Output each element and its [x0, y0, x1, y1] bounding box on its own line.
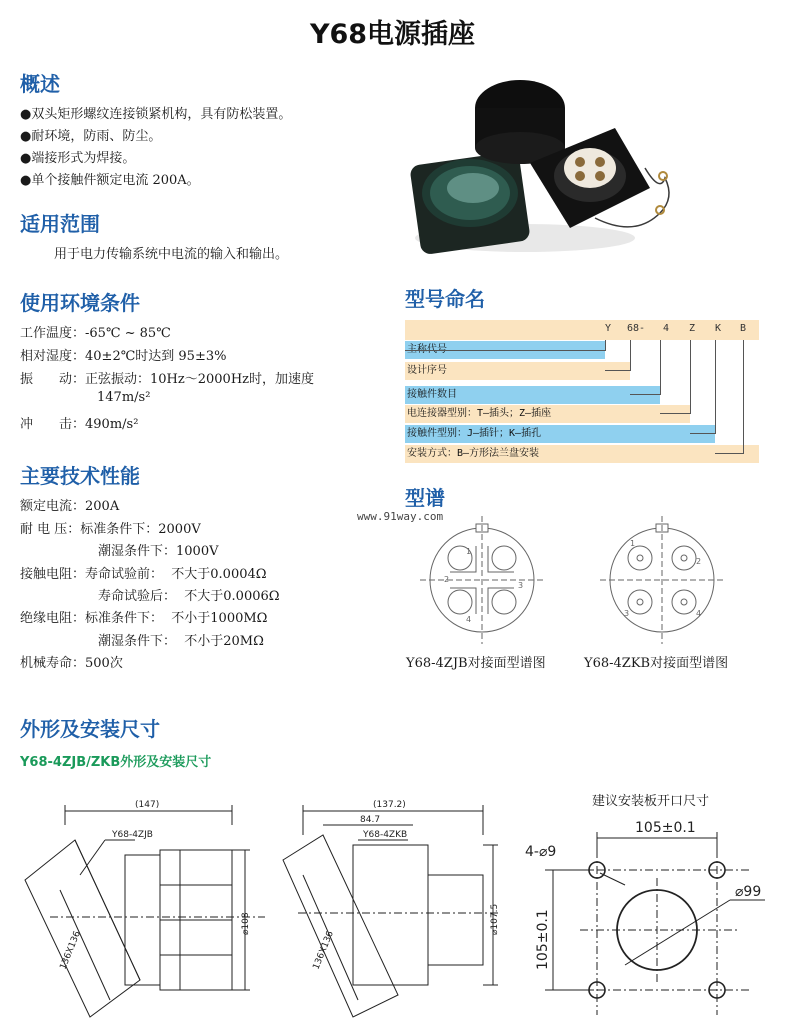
- list-item: ●耐环境，防雨、防尘。: [20, 129, 162, 144]
- model-row-mounting: 安装方式：B—方形法兰盘安装: [405, 445, 759, 463]
- bracket-line: [605, 340, 631, 371]
- bracket-line: [660, 340, 691, 414]
- pin-number: 2: [696, 557, 702, 566]
- dim-bore: ⌀99: [735, 884, 762, 900]
- scope-text: 用于电力传输系统中电流的输入和输出。: [54, 247, 289, 262]
- watermark: www.91way.com: [357, 510, 444, 523]
- spectrum-zkb-diagram: [600, 516, 725, 646]
- page-title: Y68电源插座: [309, 19, 476, 50]
- pin-number: 4: [696, 609, 702, 618]
- performance-row: 耐 电 压：标准条件下：2000V: [20, 522, 201, 537]
- dim-diameter: ⌀108: [241, 912, 251, 935]
- bracket-line: [690, 340, 716, 434]
- drawing-zkb: [278, 795, 503, 1020]
- bracket-line: [715, 340, 744, 454]
- model-row-main-code: 主称代号: [405, 341, 605, 359]
- dim-overall: (147): [135, 800, 160, 810]
- bracket-line: [630, 340, 661, 395]
- pin-number: 1: [630, 539, 636, 548]
- bracket-line: [405, 340, 606, 351]
- model-naming-heading: 型号命名: [405, 287, 485, 311]
- dimensions-heading: 外形及安装尺寸: [20, 717, 160, 741]
- pin-number: 4: [466, 615, 472, 624]
- dimensions-subheading: Y68-4ZJB/ZKB外形及安装尺寸: [20, 755, 212, 770]
- performance-row: 额定电流：200A: [20, 499, 120, 514]
- cap-top: [475, 80, 565, 164]
- model-code-header: [405, 320, 759, 340]
- model-code: Y: [605, 323, 612, 334]
- model-label: Y68-4ZKB: [363, 830, 408, 840]
- dim-hole-spacing-v: 105±0.1: [535, 909, 551, 970]
- caption-zjb: Y68-4ZJB对接面型谱图: [406, 656, 546, 671]
- performance-row: 潮湿条件下： 不小于20MΩ: [98, 634, 264, 649]
- dim-overall: (137.2): [373, 800, 406, 810]
- overview-list: [20, 104, 390, 192]
- environment-row: 冲 击：490m/s²: [20, 417, 139, 432]
- model-code: K: [715, 323, 722, 334]
- dim-flange: 136X136: [58, 929, 83, 972]
- environment-row: 工作温度：-65℃ ~ 85℃: [20, 326, 171, 341]
- performance-row: 寿命试验后： 不大于0.0006Ω: [98, 589, 280, 604]
- model-code: 4: [663, 323, 670, 334]
- performance-row: 潮湿条件下：1000V: [98, 544, 219, 559]
- drawing-panel-cutout: [525, 810, 780, 1025]
- scope-heading: 适用范围: [20, 212, 100, 236]
- list-item: ●单个接触件额定电流 200A。: [20, 173, 200, 188]
- overview-heading: 概述: [20, 72, 60, 96]
- dim-hole-spacing-h: 105±0.1: [635, 820, 696, 836]
- performance-row: 机械寿命：500次: [20, 656, 123, 671]
- panel-title: 建议安装板开口尺寸: [592, 794, 710, 809]
- drawing-zjb: [20, 795, 265, 1020]
- model-code: B: [740, 323, 747, 334]
- performance-heading: 主要技术性能: [20, 464, 140, 488]
- environment-row: 147m/s²: [97, 390, 151, 405]
- performance-row: 绝缘电阻：标准条件下： 不小于1000MΩ: [20, 611, 268, 626]
- product-photo: [405, 68, 695, 268]
- model-row-contact-count: 接触件数目: [405, 386, 660, 404]
- pin-number: 2: [444, 575, 450, 584]
- caption-zkb: Y68-4ZKB对接面型谱图: [584, 656, 729, 671]
- dim-holes: 4-⌀9: [525, 844, 557, 860]
- cap-left: [409, 151, 530, 255]
- environment-heading: 使用环境条件: [20, 291, 140, 315]
- environment-row: 相对湿度：40±2℃时达到 95±3%: [20, 349, 227, 364]
- performance-row: 接触电阻：寿命试验前： 不大于0.0004Ω: [20, 567, 267, 582]
- pin-number: 3: [518, 581, 524, 590]
- model-label: Y68-4ZJB: [112, 830, 153, 840]
- pin-number: 1: [466, 547, 472, 556]
- pin-number: 3: [624, 609, 630, 618]
- environment-row: 振 动：正弦振动：10Hz～2000Hz时，加速度: [20, 372, 315, 387]
- spectrum-heading: 型谱: [405, 486, 445, 510]
- dim-diameter: ⌀107.5: [490, 903, 500, 935]
- model-row-design-no: 设计序号: [405, 362, 630, 380]
- model-row-connector-type: 电连接器型别：T—插头；Z—插座: [405, 405, 690, 423]
- dim-flange: 136X136: [311, 929, 336, 972]
- spectrum-zjb-diagram: [420, 516, 545, 646]
- list-item: ●双头矩形螺纹连接锁紧机构，具有防松装置。: [20, 107, 292, 122]
- model-row-contact-type: 接触件型别：J—插针；K—插孔: [405, 425, 715, 443]
- list-item: ●端接形式为焊接。: [20, 151, 136, 166]
- model-code: 68-: [627, 323, 646, 334]
- model-code: Z: [689, 323, 696, 334]
- dim-inner: 84.7: [360, 815, 381, 825]
